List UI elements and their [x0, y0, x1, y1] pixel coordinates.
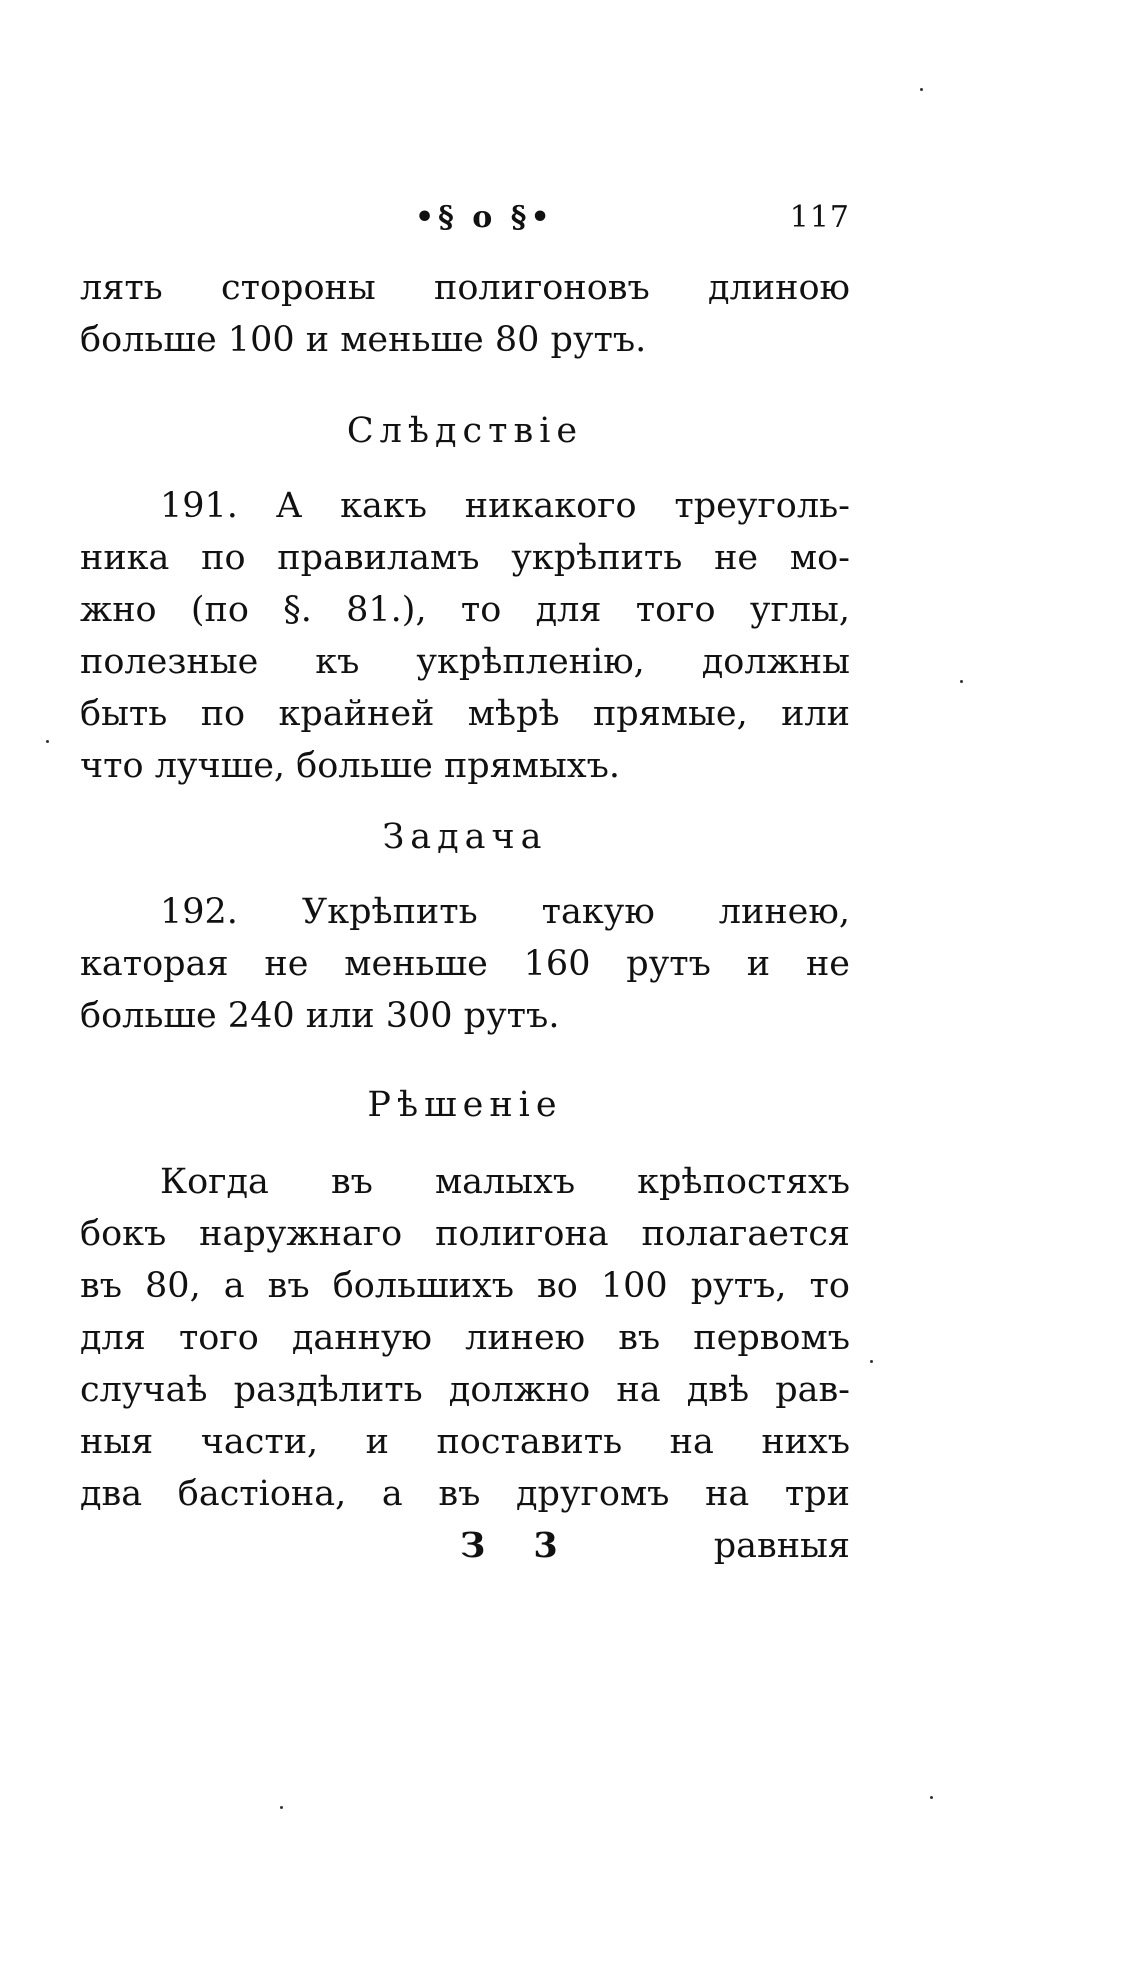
header-ornament: •§ o §• — [415, 200, 554, 235]
text-line: больше 240 или 300 рутъ. — [80, 996, 560, 1036]
paper-speck — [280, 1806, 283, 1809]
catchword: равныя — [713, 1526, 850, 1566]
text-line: ника по правиламъ укрѣпить не мо- — [80, 538, 850, 578]
text-line: два бастіона, а въ другомъ на три — [80, 1474, 850, 1514]
paragraph-solution — [80, 1156, 850, 1520]
text-line: 191. А какъ никакого треуголь- — [160, 486, 850, 526]
text-line: жно (по §. 81.), то для того углы, — [80, 590, 850, 630]
paper-speck — [920, 88, 923, 91]
text-line: для того данную линею въ первомъ — [80, 1318, 850, 1358]
section-heading-corollary: Слѣдствіе — [346, 411, 584, 451]
text-line: ныя части, и поставить на нихъ — [80, 1422, 850, 1462]
paper-speck — [46, 740, 49, 743]
paper-speck — [960, 680, 963, 683]
page-header — [80, 200, 850, 244]
text-line: Когда въ малыхъ крѣпостяхъ — [160, 1162, 850, 1202]
text-line: 192. Укрѣпить такую линею, — [160, 892, 850, 932]
text-line: полезные къ укрѣпленію, должны — [80, 642, 850, 682]
paper-speck — [870, 1360, 873, 1363]
section-heading-solution: Рѣшеніе — [367, 1085, 563, 1125]
text-line: больше 100 и меньше 80 рутъ. — [80, 320, 647, 360]
signature-mark: З 3 — [460, 1525, 576, 1566]
page-number: 117 — [789, 200, 850, 235]
text-line: быть по крайней мѣрѣ прямые, или — [80, 694, 850, 734]
paragraph-192 — [80, 886, 850, 1042]
text-line: случаѣ раздѣлить должно на двѣ рав- — [80, 1370, 850, 1410]
paragraph-191 — [80, 480, 850, 792]
text-line: что лучше, больше прямыхъ. — [80, 746, 621, 786]
text-line: каторая не меньше 160 рутъ и не — [80, 944, 850, 984]
text-line: лять стороны полигоновъ длиною — [80, 268, 850, 308]
text-line: въ 80, а въ большихъ во 100 рутъ, то — [80, 1266, 850, 1306]
section-heading-problem: Задача — [382, 817, 548, 857]
text-line: бокъ наружнаго полигона полагается — [80, 1214, 850, 1254]
continuation-paragraph — [80, 262, 850, 366]
paper-speck — [930, 1796, 933, 1799]
page-footer — [80, 1520, 850, 1572]
